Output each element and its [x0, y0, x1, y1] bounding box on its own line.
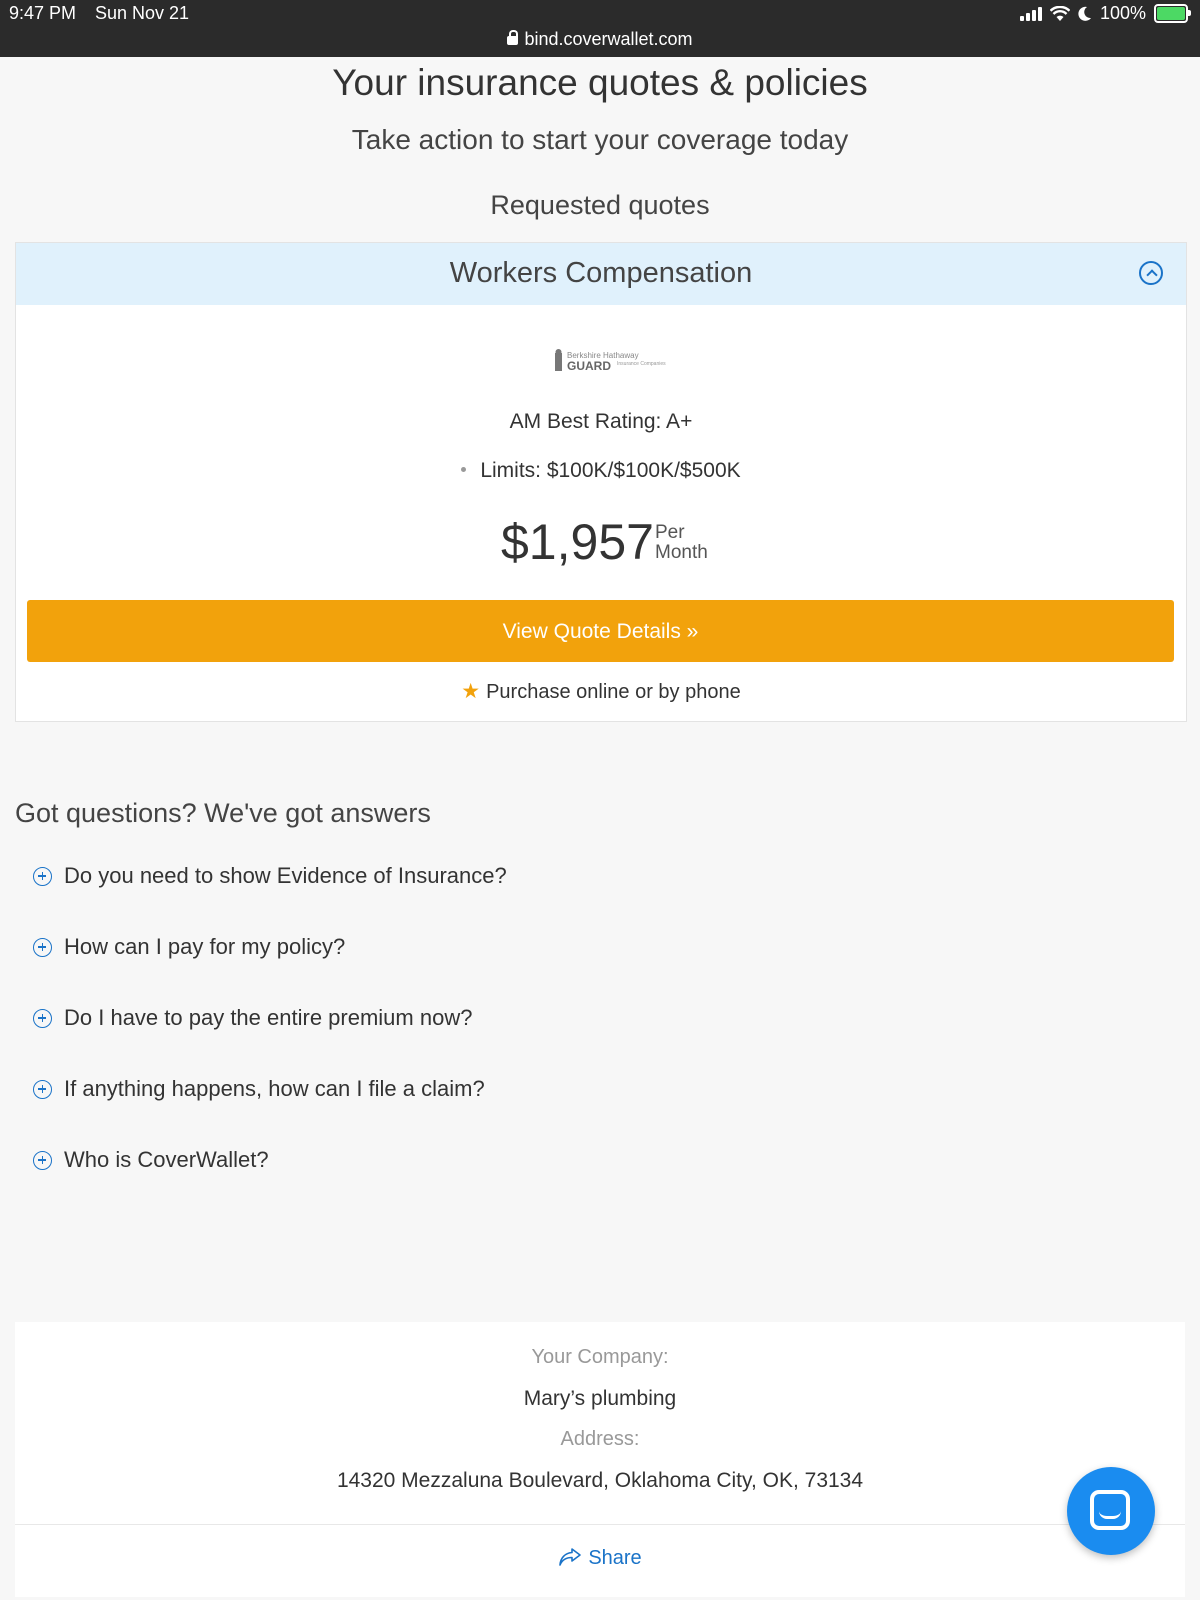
status-bar: [0, 0, 1200, 57]
chat-icon: [1090, 1490, 1130, 1530]
moon-icon: [1078, 6, 1092, 22]
divider: [15, 1524, 1185, 1525]
wifi-icon: [1050, 6, 1070, 22]
price-period-line1: Per: [655, 522, 685, 543]
lock-icon: [507, 36, 518, 45]
faq-question[interactable]: If anything happens, how can I file a claim?: [64, 1076, 485, 1101]
status-time: 9:47 PM: [9, 3, 77, 23]
price-period-line2: Month: [655, 542, 708, 563]
purchase-note-text: Purchase online or by phone: [486, 681, 741, 703]
plus-circle-icon[interactable]: [33, 1151, 52, 1170]
plus-circle-icon[interactable]: [33, 1009, 52, 1028]
svg-text:Berkshire Hathaway: Berkshire Hathaway: [567, 351, 639, 360]
bullet-icon: [461, 467, 466, 472]
quote-price: $1,957: [501, 514, 654, 570]
company-label: Your Company:: [531, 1346, 669, 1368]
carrier-logo: [551, 347, 671, 375]
faq-question[interactable]: Who is CoverWallet?: [64, 1147, 269, 1172]
chat-launcher-button[interactable]: [1067, 1467, 1155, 1555]
plus-circle-icon[interactable]: [33, 938, 52, 957]
faq-item[interactable]: [33, 1076, 485, 1102]
page-title: Your insurance quotes & policies: [332, 62, 868, 103]
chevron-up-icon[interactable]: [1139, 261, 1163, 285]
share-button[interactable]: [15, 1547, 1185, 1570]
page-subtitle: Take action to start your coverage today: [351, 124, 849, 155]
address-bar[interactable]: [0, 29, 1200, 50]
status-indicators: [1020, 3, 1188, 24]
quote-card-title: Workers Compensation: [449, 257, 753, 289]
share-icon: [558, 1547, 582, 1567]
company-address: 14320 Mezzaluna Boulevard, Oklahoma City, OK, 73134: [336, 1469, 864, 1492]
quote-card-header[interactable]: [16, 243, 1186, 305]
section-title: Requested quotes: [490, 190, 710, 220]
faq-title: Got questions? We've got answers: [15, 798, 431, 828]
faq-item[interactable]: [33, 863, 507, 889]
quote-card: [15, 242, 1187, 722]
svg-text:Insurance Companies: Insurance Companies: [617, 361, 666, 367]
company-name: Mary’s plumbing: [523, 1387, 677, 1410]
star-icon: ★: [461, 680, 481, 703]
share-label[interactable]: Share: [588, 1547, 642, 1569]
cellular-signal-icon: [1020, 7, 1042, 21]
limits-text: Limits: $100K/$100K/$500K: [480, 459, 741, 482]
faq-item[interactable]: [33, 1147, 269, 1173]
svg-text:GUARD: GUARD: [567, 359, 611, 373]
address-label: Address:: [560, 1428, 640, 1450]
company-info-panel: [15, 1322, 1185, 1597]
view-quote-details-button[interactable]: View Quote Details »: [27, 600, 1174, 662]
plus-circle-icon[interactable]: [33, 1080, 52, 1099]
price-period: [655, 523, 708, 563]
am-best-rating: AM Best Rating: A+: [509, 410, 693, 433]
battery-percent: 100%: [1099, 3, 1146, 23]
faq-question[interactable]: How can I pay for my policy?: [64, 934, 346, 959]
faq-question[interactable]: Do you need to show Evidence of Insurance?: [64, 863, 507, 888]
battery-icon: [1154, 4, 1188, 23]
purchase-note: [16, 679, 1186, 704]
url-text: bind.coverwallet.com: [524, 29, 693, 49]
faq-item[interactable]: [33, 934, 345, 960]
faq-item[interactable]: [33, 1005, 472, 1031]
faq-question[interactable]: Do I have to pay the entire premium now?: [64, 1005, 473, 1030]
limits-item: [16, 459, 1186, 483]
plus-circle-icon[interactable]: [33, 867, 52, 886]
status-date: Sun Nov 21: [95, 3, 190, 23]
